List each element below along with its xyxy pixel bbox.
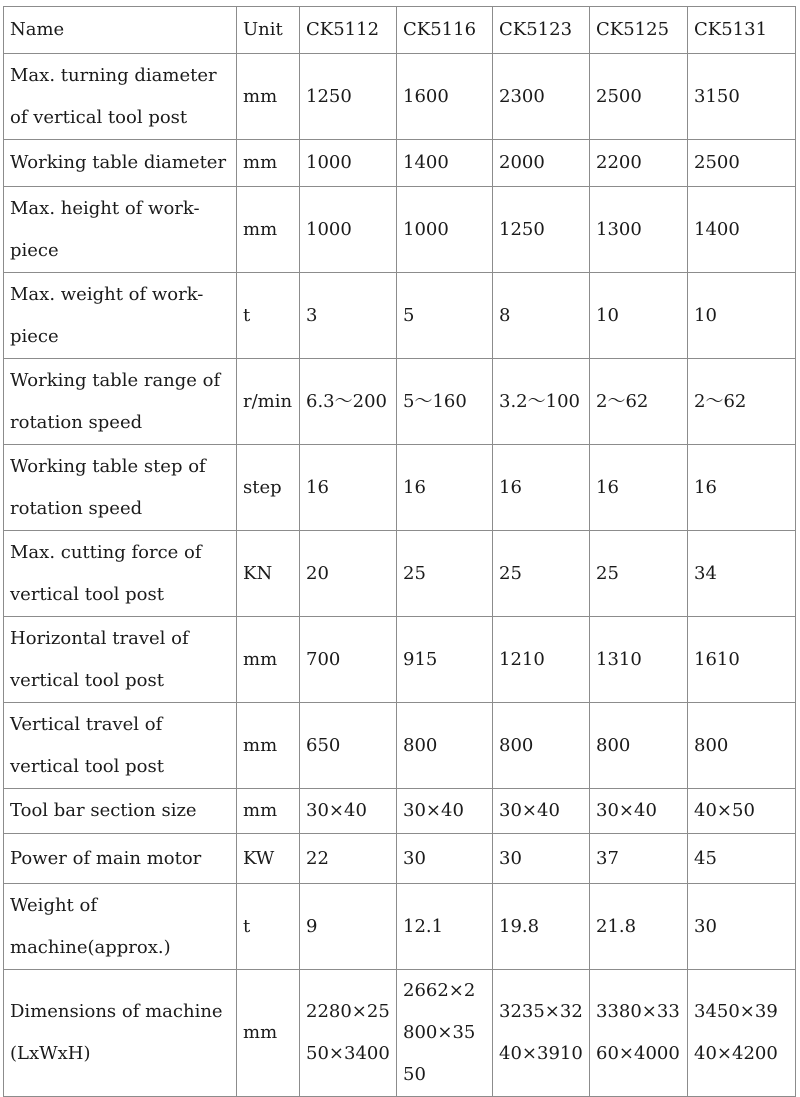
row-value: 16 [493, 445, 590, 531]
row-value: 1000 [300, 140, 397, 187]
row-value: 30×40 [493, 789, 590, 834]
row-value: 3450×3940×4200 [688, 970, 796, 1097]
row-name: Max. turning diameter of vertical tool post [4, 54, 237, 140]
row-value: 800 [590, 703, 688, 789]
table-row [4, 445, 796, 531]
row-value: 12.1 [397, 884, 493, 970]
row-value: 1610 [688, 617, 796, 703]
row-value: 1250 [493, 187, 590, 273]
spec-table [3, 6, 796, 1097]
row-name: Power of main motor [4, 834, 237, 884]
row-name: Working table diameter [4, 140, 237, 187]
row-value: 1000 [300, 187, 397, 273]
row-name: Max. weight of work-piece [4, 273, 237, 359]
table-row [4, 54, 796, 140]
row-value: 700 [300, 617, 397, 703]
row-value: 34 [688, 531, 796, 617]
header-model: CK5131 [688, 7, 796, 54]
row-value: 9 [300, 884, 397, 970]
spec-table-body [4, 7, 796, 1097]
row-unit: t [237, 884, 300, 970]
row-value: 1300 [590, 187, 688, 273]
table-row [4, 187, 796, 273]
row-value: 2500 [590, 54, 688, 140]
row-unit: mm [237, 54, 300, 140]
row-value: 800 [688, 703, 796, 789]
row-value: 2500 [688, 140, 796, 187]
row-value: 25 [590, 531, 688, 617]
row-value: 2000 [493, 140, 590, 187]
row-value: 2～62 [688, 359, 796, 445]
table-row [4, 531, 796, 617]
table-row [4, 617, 796, 703]
header-model: CK5125 [590, 7, 688, 54]
row-unit: mm [237, 703, 300, 789]
row-value: 3235×3240×3910 [493, 970, 590, 1097]
row-value: 16 [300, 445, 397, 531]
row-value: 5～160 [397, 359, 493, 445]
row-value: 2300 [493, 54, 590, 140]
row-value: 45 [688, 834, 796, 884]
row-value: 16 [590, 445, 688, 531]
row-value: 8 [493, 273, 590, 359]
row-value: 5 [397, 273, 493, 359]
row-value: 30 [397, 834, 493, 884]
row-value: 30 [688, 884, 796, 970]
row-value: 25 [397, 531, 493, 617]
row-name: Working table step of rotation speed [4, 445, 237, 531]
row-value: 6.3～200 [300, 359, 397, 445]
table-row [4, 970, 796, 1097]
table-row [4, 140, 796, 187]
row-value: 1210 [493, 617, 590, 703]
row-value: 3 [300, 273, 397, 359]
row-name: Dimensions of machine (LxWxH) [4, 970, 237, 1097]
row-value: 2～62 [590, 359, 688, 445]
row-value: 1600 [397, 54, 493, 140]
row-unit: mm [237, 789, 300, 834]
row-value: 3.2～100 [493, 359, 590, 445]
row-value: 30 [493, 834, 590, 884]
table-row [4, 703, 796, 789]
table-row [4, 789, 796, 834]
header-name: Name [4, 7, 237, 54]
row-value: 21.8 [590, 884, 688, 970]
row-unit: t [237, 273, 300, 359]
table-row [4, 884, 796, 970]
row-value: 2200 [590, 140, 688, 187]
row-value: 20 [300, 531, 397, 617]
header-model: CK5116 [397, 7, 493, 54]
row-value: 22 [300, 834, 397, 884]
row-name: Tool bar section size [4, 789, 237, 834]
table-row [4, 273, 796, 359]
row-value: 650 [300, 703, 397, 789]
row-unit: mm [237, 617, 300, 703]
row-value: 1310 [590, 617, 688, 703]
row-unit: mm [237, 187, 300, 273]
row-value: 2662×2800×3550 [397, 970, 493, 1097]
row-value: 16 [397, 445, 493, 531]
row-name: Horizontal travel of vertical tool post [4, 617, 237, 703]
row-value: 25 [493, 531, 590, 617]
row-value: 915 [397, 617, 493, 703]
row-name: Working table range of rotation speed [4, 359, 237, 445]
row-name: Weight of machine(approx.) [4, 884, 237, 970]
row-unit: KW [237, 834, 300, 884]
row-value: 30×40 [590, 789, 688, 834]
row-value: 1400 [688, 187, 796, 273]
table-row [4, 834, 796, 884]
row-unit: r/min [237, 359, 300, 445]
row-unit: mm [237, 970, 300, 1097]
row-value: 19.8 [493, 884, 590, 970]
row-value: 37 [590, 834, 688, 884]
row-value: 800 [397, 703, 493, 789]
row-value: 800 [493, 703, 590, 789]
table-row [4, 359, 796, 445]
row-value: 1400 [397, 140, 493, 187]
row-name: Max. height of work-piece [4, 187, 237, 273]
row-value: 30×40 [397, 789, 493, 834]
row-value: 16 [688, 445, 796, 531]
row-value: 2280×2550×3400 [300, 970, 397, 1097]
header-model: CK5112 [300, 7, 397, 54]
row-value: 3150 [688, 54, 796, 140]
row-value: 10 [590, 273, 688, 359]
row-value: 30×40 [300, 789, 397, 834]
row-value: 1250 [300, 54, 397, 140]
row-unit: step [237, 445, 300, 531]
header-unit: Unit [237, 7, 300, 54]
row-value: 10 [688, 273, 796, 359]
row-value: 3380×3360×4000 [590, 970, 688, 1097]
header-model: CK5123 [493, 7, 590, 54]
row-value: 40×50 [688, 789, 796, 834]
row-unit: mm [237, 140, 300, 187]
row-unit: KN [237, 531, 300, 617]
row-value: 1000 [397, 187, 493, 273]
row-name: Vertical travel of vertical tool post [4, 703, 237, 789]
row-name: Max. cutting force of vertical tool post [4, 531, 237, 617]
table-header-row [4, 7, 796, 54]
